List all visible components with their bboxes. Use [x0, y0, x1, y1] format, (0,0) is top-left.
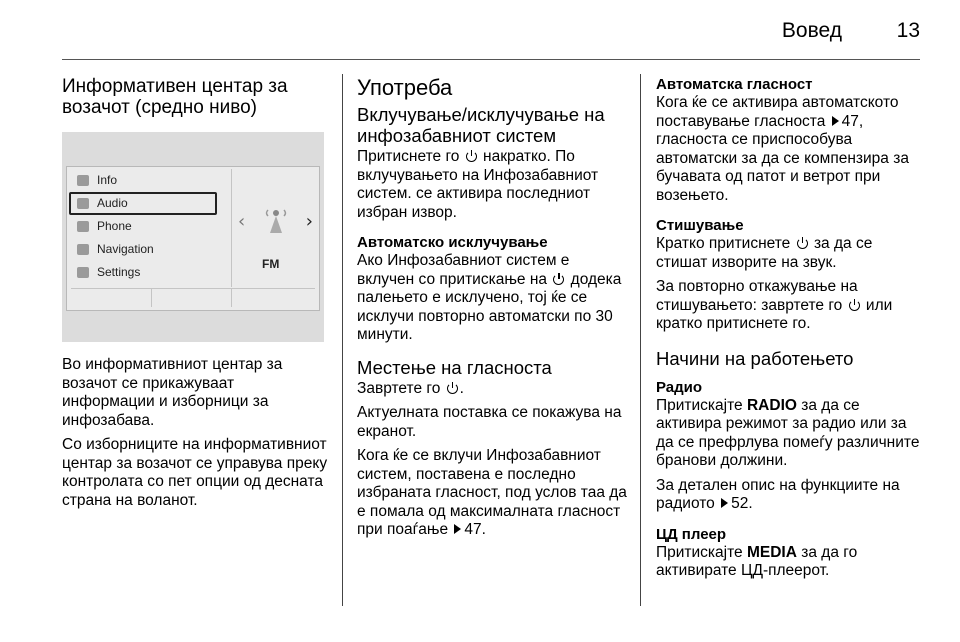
paragraph: Притискајте MEDIA за да го активирате ЦД-плеерот.	[656, 543, 858, 579]
subsection-title-mute: Стишување	[656, 217, 744, 234]
column-right	[656, 76, 926, 581]
paragraph: Кога ќе се вклучи Инфозабавниот систем, поставена е последно избраната гласност, под услов таа да е помала од максималната гласност при поаѓање 47.	[357, 447, 627, 538]
section-title-usage: Употреба	[357, 75, 453, 100]
column-divider	[640, 74, 641, 606]
display-illustration	[62, 132, 324, 342]
page-ref-arrow-icon	[721, 498, 728, 508]
menu-item-navigation: Navigation	[69, 238, 229, 261]
header-title: Вовед	[781, 19, 842, 42]
chevron-right-icon: ›	[305, 211, 313, 232]
phone-icon	[77, 221, 89, 232]
info-icon	[77, 175, 89, 186]
menu-item-audio: Audio	[69, 192, 217, 215]
band-label: FM	[262, 257, 280, 271]
settings-icon	[77, 267, 89, 278]
page-number: 13	[896, 19, 920, 42]
power-knob-icon	[797, 237, 808, 249]
paragraph: Завртете го .	[357, 379, 464, 397]
subsection-title-volume: Местење на гласноста	[357, 356, 552, 378]
subsection-title-radio: Радио	[656, 378, 703, 396]
display-menu	[69, 169, 229, 284]
power-knob-icon	[466, 150, 477, 162]
display-frame	[66, 166, 320, 311]
radio-icon	[264, 207, 288, 235]
page-ref-arrow-icon	[832, 116, 839, 126]
media-key: MEDIA	[746, 543, 797, 561]
display-source-pane	[231, 169, 317, 287]
menu-item-phone: Phone	[69, 215, 229, 238]
radio-key: RADIO	[746, 396, 797, 414]
paragraph: Ако Инфозабавниот систем е вклучен со притискање на додека палењето е исклучено, тој ќе се исклучи повторно автоматски по 30 минути.	[357, 252, 622, 343]
column-left	[62, 76, 328, 510]
menu-item-settings: Settings	[69, 261, 229, 284]
power-knob-icon	[553, 273, 564, 285]
paragraph: Притискајте RADIO за да се активира режимот за радио или за да се префрлува помеѓу различните бранови должини.	[656, 396, 920, 469]
paragraph: Актуелната поставка се покажува на екранот.	[357, 404, 622, 440]
paragraph: Со изборниците на информативниот центар за возачот се управува преку контролата со пет опции од десната страна на воланот.	[62, 436, 328, 509]
paragraph: Кога ќе се активира автоматското поставување гласноста 47, гласноста се приспособува автоматски за да се компензира за бучавата од патот и ветрот при возењето.	[656, 94, 909, 204]
paragraph: Во информативниот центар за возачот се прикажуваат информации и изборници за инфозабава.	[62, 356, 283, 429]
display-bottom-bar	[71, 288, 315, 306]
paragraph: Притиснете го накратко. По вклучувањето на Инфозабавниот систем. се активира последниот избран извор.	[357, 148, 599, 221]
paragraph: Кратко притиснете за да се стишат изворите на звук.	[656, 235, 873, 271]
audio-icon	[77, 198, 89, 209]
subsection-title-modes: Начини на работењето	[656, 347, 854, 369]
header-rule	[62, 59, 920, 60]
power-knob-icon	[849, 299, 860, 311]
paragraph: За детален опис на функциите на радиото 52.	[656, 476, 900, 512]
section-title-driver-info: Информативен центар за возачот (средно ниво)	[62, 76, 288, 118]
column-middle	[357, 76, 629, 540]
paragraph: За повторно откажување на стишувањето: завртете го или кратко притиснете го.	[656, 278, 893, 332]
chevron-left-icon: ‹	[238, 211, 246, 232]
column-divider	[342, 74, 343, 606]
subsection-title-auto-volume: Автоматска гласност	[656, 76, 813, 93]
menu-item-info: Info	[69, 169, 229, 192]
page-ref-arrow-icon	[454, 524, 461, 534]
subsection-title-onoff: Вклучување/исклучување на инфозабавниот систем	[357, 104, 605, 146]
subsection-title-cd: ЦД плеер	[656, 525, 727, 543]
subsection-title-auto-off: Автоматско исклучување	[357, 234, 548, 251]
power-knob-icon	[447, 382, 458, 394]
page-header	[0, 0, 960, 60]
navigation-icon	[77, 244, 89, 255]
